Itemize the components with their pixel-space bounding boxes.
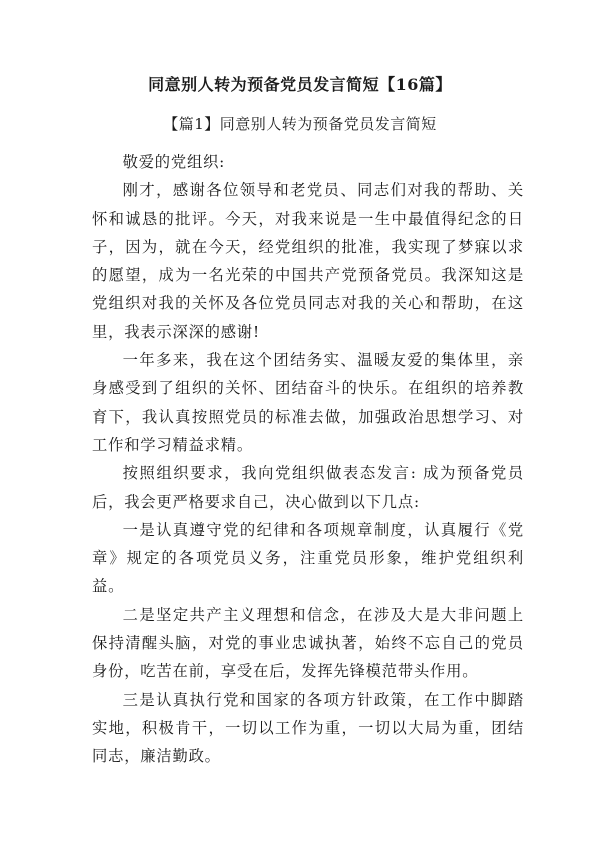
paragraph: 二是坚定共产主义理想和信念，在涉及大是大非问题上保持清醒头脑，对党的事业忠诚执著，始终不忘自己的党员身份，吃苦在前，享受在后，发挥先锋模范带头作用。 (92, 605, 524, 681)
document-title: 同意别人转为预备党员发言简短【16篇】 (148, 75, 452, 94)
document-body (92, 148, 524, 771)
section-subtitle: 【篇1】同意别人转为预备党员发言简短 (163, 115, 437, 133)
paragraph: 一是认真遵守党的纪律和各项规章制度，认真履行《党章》规定的各项党员义务，注重党员形象，维护党组织利益。 (92, 520, 524, 596)
paragraph: 一年多来，我在这个团结务实、温暖友爱的集体里，亲身感受到了组织的关怀、团结奋斗的快乐。在组织的培养教育下，我认真按照党员的标准去做，加强政治思想学习、对工作和学习精益求精。 (92, 351, 524, 454)
paragraph: 刚才，感谢各位领导和老党员、同志们对我的帮助、关怀和诚恳的批评。今天，对我来说是一生中最值得纪念的日子，因为，就在今天，经党组织的批准，我实现了梦寐以求的愿望，成为一名光荣的中国共产党预备党员。我深知这是党组织对我的关怀及各位党员同志对我的关心和帮助，在这里，我表示深深的感谢! (92, 181, 524, 341)
paragraph: 三是认真执行党和国家的各项方针政策，在工作中脚踏实地，积极肯干，一切以工作为重，一切以大局为重，团结同志，廉洁勤政。 (92, 690, 524, 766)
salutation: 敬爱的党组织: (122, 153, 226, 171)
paragraph: 按照组织要求，我向党组织做表态发言: 成为预备党员后，我会更严格要求自己，决心做到以下几点: (92, 464, 524, 511)
